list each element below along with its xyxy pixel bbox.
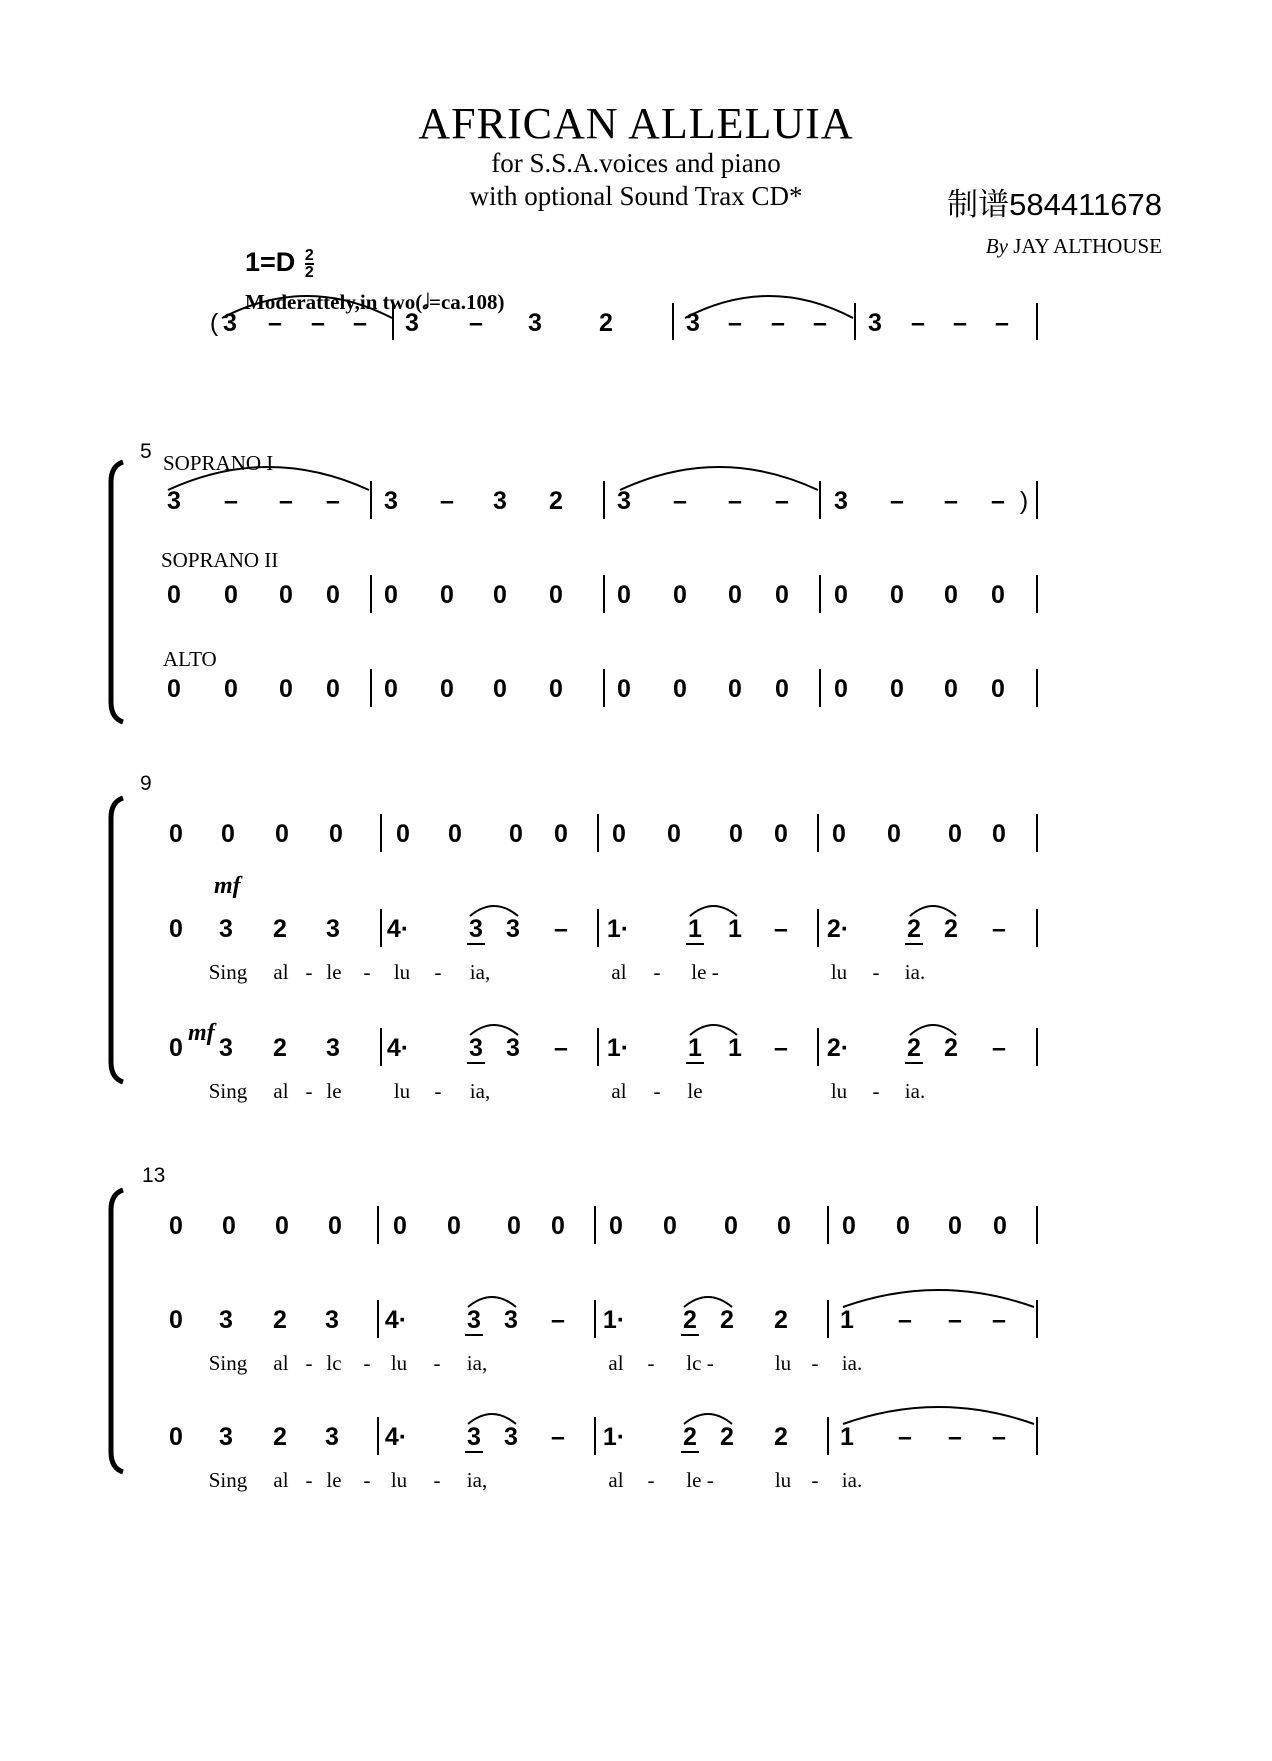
lyric-syllable: Sing — [208, 1079, 248, 1103]
rest-note: 0 — [329, 820, 343, 848]
rest-note: 0 — [279, 675, 293, 703]
system-bracket — [111, 1190, 123, 1472]
note: 1· — [602, 1306, 626, 1334]
dash-extension: – — [992, 1306, 1006, 1334]
open-parenthesis: ( — [209, 309, 219, 337]
lyric-syllable: al — [608, 1468, 624, 1492]
rest-note: 0 — [775, 675, 789, 703]
lyric-syllable: ia, — [466, 1351, 488, 1375]
rest-note: 0 — [612, 820, 626, 848]
dash-extension: – — [890, 487, 904, 515]
rest-note: 0 — [944, 581, 958, 609]
note: 3 — [506, 1034, 520, 1062]
dash-extension: – — [311, 309, 325, 337]
note: 3 — [325, 1423, 339, 1451]
note: 3 — [405, 309, 419, 337]
note: 4· — [384, 1306, 408, 1334]
lyric-syllable: ia. — [841, 1468, 863, 1492]
lyric-syllable: le - — [691, 960, 719, 984]
dash-extension: – — [554, 915, 568, 943]
score-subtitle-voicing: for S.S.A.voices and piano — [491, 148, 781, 178]
dynamic-mf: mf — [214, 873, 241, 899]
lyric-syllable: - — [363, 1468, 371, 1492]
rest-note: 0 — [222, 1212, 236, 1240]
dash-extension: – — [268, 309, 282, 337]
lyric-syllable: - — [433, 1351, 441, 1375]
note: 2 — [683, 1423, 697, 1451]
note: 1· — [602, 1423, 626, 1451]
rest-note: 0 — [326, 581, 340, 609]
rest-note: 0 — [991, 581, 1005, 609]
lyric-syllable: al — [273, 1079, 289, 1103]
dash-extension: – — [992, 1423, 1006, 1451]
rest-note: 0 — [729, 820, 743, 848]
rest-note: 0 — [493, 581, 507, 609]
dash-extension: – — [771, 309, 785, 337]
measure-number: 5 — [140, 440, 152, 463]
note: 1 — [728, 915, 742, 943]
lyric-syllable: - — [305, 960, 313, 984]
rest-note: 0 — [992, 820, 1006, 848]
rest-note: 0 — [169, 1212, 183, 1240]
note: 1 — [688, 915, 702, 943]
note: 3 — [219, 1306, 233, 1334]
lyric-syllable: al — [611, 960, 627, 984]
voice-label: SOPRANO II — [161, 548, 279, 572]
note: 1 — [840, 1423, 854, 1451]
note: 3 — [469, 1034, 483, 1062]
dash-extension: – — [995, 309, 1009, 337]
rest-note: 0 — [896, 1212, 910, 1240]
slur — [843, 1407, 1034, 1424]
slur — [843, 1290, 1034, 1307]
rest-note: 0 — [617, 675, 631, 703]
note: 2 — [907, 1034, 921, 1062]
note: 3 — [467, 1423, 481, 1451]
rest-note: 0 — [448, 820, 462, 848]
lyric-syllable: lu — [393, 960, 411, 984]
rest-note: 0 — [728, 675, 742, 703]
lyric-syllable: le — [326, 1079, 342, 1103]
note: 3 — [617, 487, 631, 515]
rest-note: 0 — [728, 581, 742, 609]
lyric-syllable: le — [326, 960, 342, 984]
dash-extension: – — [224, 487, 238, 515]
lyric-syllable: lu — [390, 1351, 408, 1375]
rest-note: 0 — [167, 581, 181, 609]
dash-extension: – — [911, 309, 925, 337]
note: 3 — [219, 1423, 233, 1451]
rest-note: 0 — [549, 675, 563, 703]
lyric-syllable: ia, — [466, 1468, 488, 1492]
measure-number: 9 — [140, 772, 152, 795]
rest-note: 0 — [948, 820, 962, 848]
rest-note: 0 — [890, 675, 904, 703]
note: 4· — [386, 915, 410, 943]
dash-extension: – — [326, 487, 340, 515]
note: 2 — [273, 1423, 287, 1451]
dash-extension: – — [944, 487, 958, 515]
note: 3 — [528, 309, 542, 337]
voice-label: ALTO — [163, 647, 217, 671]
lyric-syllable: - — [363, 1351, 371, 1375]
lyric-syllable: - — [433, 1468, 441, 1492]
rest-note: 0 — [832, 820, 846, 848]
transcriber-credit: 制谱584411678 — [947, 187, 1162, 222]
rest-note: 0 — [169, 915, 183, 943]
rest-note: 0 — [617, 581, 631, 609]
dash-extension: – — [948, 1306, 962, 1334]
note: 3 — [325, 1306, 339, 1334]
note: 2 — [273, 1306, 287, 1334]
lyric-syllable: Sing — [208, 1468, 248, 1492]
rest-note: 0 — [834, 675, 848, 703]
composer-name: JAY ALTHOUSE — [1013, 234, 1162, 258]
note: 3 — [467, 1306, 481, 1334]
rest-note: 0 — [673, 581, 687, 609]
close-parenthesis: ) — [1019, 487, 1029, 515]
rest-note: 0 — [609, 1212, 623, 1240]
rest-note: 0 — [948, 1212, 962, 1240]
lyric-syllable: Sing — [208, 960, 248, 984]
note: 1· — [606, 1034, 630, 1062]
rest-note: 0 — [393, 1212, 407, 1240]
lyric-syllable: lc — [326, 1351, 342, 1375]
note: 3 — [493, 487, 507, 515]
slur — [685, 296, 853, 318]
rest-note: 0 — [724, 1212, 738, 1240]
dash-extension: – — [898, 1423, 912, 1451]
time-signature-denominator: 2 — [304, 263, 314, 281]
key-label: 1=D — [245, 247, 296, 277]
lyric-syllable: ia. — [841, 1351, 863, 1375]
dash-extension: – — [991, 487, 1005, 515]
rest-note: 0 — [328, 1212, 342, 1240]
rest-note: 0 — [507, 1212, 521, 1240]
lyric-syllable: - — [872, 960, 880, 984]
note: 3 — [504, 1423, 518, 1451]
note: 4· — [386, 1034, 410, 1062]
note: 1 — [728, 1034, 742, 1062]
note: 3 — [223, 309, 237, 337]
rest-note: 0 — [834, 581, 848, 609]
lyric-syllable: ia. — [904, 1079, 926, 1103]
lyric-syllable: le - — [686, 1468, 714, 1492]
rest-note: 0 — [663, 1212, 677, 1240]
note: 2 — [774, 1423, 788, 1451]
dash-extension: – — [440, 487, 454, 515]
rest-note: 0 — [169, 1423, 183, 1451]
rest-note: 0 — [887, 820, 901, 848]
dash-extension: – — [551, 1423, 565, 1451]
note: 3 — [506, 915, 520, 943]
note: 3 — [834, 487, 848, 515]
dash-extension: – — [279, 487, 293, 515]
rest-note: 0 — [549, 581, 563, 609]
system-bracket — [111, 462, 123, 722]
note: 3 — [504, 1306, 518, 1334]
dash-extension: – — [728, 309, 742, 337]
lyric-syllable: ia. — [904, 960, 926, 984]
lyric-syllable: - — [305, 1351, 313, 1375]
dash-extension: – — [728, 487, 742, 515]
dash-extension: – — [551, 1306, 565, 1334]
rest-note: 0 — [279, 581, 293, 609]
dash-extension: – — [953, 309, 967, 337]
note: 3 — [167, 487, 181, 515]
note: 3 — [219, 915, 233, 943]
note: 2 — [720, 1306, 734, 1334]
note: 1 — [840, 1306, 854, 1334]
rest-note: 0 — [224, 675, 238, 703]
dash-extension: – — [353, 309, 367, 337]
system-bracket — [111, 798, 123, 1082]
lyric-syllable: le — [687, 1079, 703, 1103]
rest-note: 0 — [775, 581, 789, 609]
rest-note: 0 — [493, 675, 507, 703]
rest-note: 0 — [944, 675, 958, 703]
rest-note: 0 — [447, 1212, 461, 1240]
note: 3 — [326, 915, 340, 943]
rest-note: 0 — [993, 1212, 1007, 1240]
lyric-syllable: lu — [393, 1079, 411, 1103]
lyric-syllable: al — [273, 1351, 289, 1375]
rest-note: 0 — [551, 1212, 565, 1240]
dash-extension: – — [554, 1034, 568, 1062]
rest-note: 0 — [275, 1212, 289, 1240]
dash-extension: – — [673, 487, 687, 515]
lyric-syllable: - — [872, 1079, 880, 1103]
lyric-syllable: - — [363, 960, 371, 984]
note: 2· — [826, 1034, 850, 1062]
time-signature-numerator: 2 — [304, 246, 314, 264]
note: 1 — [688, 1034, 702, 1062]
note: 4· — [384, 1423, 408, 1451]
lyric-syllable: - — [305, 1079, 313, 1103]
rest-note: 0 — [673, 675, 687, 703]
dash-extension: – — [813, 309, 827, 337]
rest-note: 0 — [667, 820, 681, 848]
lyric-syllable: al — [273, 1468, 289, 1492]
rest-note: 0 — [991, 675, 1005, 703]
note: 2 — [273, 915, 287, 943]
note: 1· — [606, 915, 630, 943]
rest-note: 0 — [440, 675, 454, 703]
dash-extension: – — [992, 1034, 1006, 1062]
rest-note: 0 — [554, 820, 568, 848]
rest-note: 0 — [169, 1034, 183, 1062]
note: 2 — [683, 1306, 697, 1334]
dash-extension: – — [948, 1423, 962, 1451]
lyric-syllable: lu — [390, 1468, 408, 1492]
note: 2· — [826, 915, 850, 943]
lyric-syllable: lu — [774, 1351, 792, 1375]
dash-extension: – — [774, 915, 788, 943]
lyric-syllable: - — [653, 1079, 661, 1103]
dash-extension: – — [469, 309, 483, 337]
rest-note: 0 — [169, 1306, 183, 1334]
measure-number: 13 — [142, 1164, 166, 1187]
dynamic-mf: mf — [188, 1020, 215, 1046]
lyric-syllable: al — [608, 1351, 624, 1375]
note: 2 — [599, 309, 613, 337]
lyric-syllable: lc - — [686, 1351, 714, 1375]
lyric-syllable: al — [611, 1079, 627, 1103]
dash-extension: – — [774, 1034, 788, 1062]
note: 2 — [720, 1423, 734, 1451]
lyric-syllable: lu — [774, 1468, 792, 1492]
tempo-metronome: 𝅗𝅥=ca.108) — [422, 290, 505, 314]
lyric-syllable: al — [273, 960, 289, 984]
rest-note: 0 — [224, 581, 238, 609]
note: 2 — [944, 1034, 958, 1062]
note: 3 — [469, 915, 483, 943]
dash-extension: – — [775, 487, 789, 515]
dash-extension: – — [992, 915, 1006, 943]
note: 3 — [219, 1034, 233, 1062]
rest-note: 0 — [777, 1212, 791, 1240]
note: 3 — [686, 309, 700, 337]
lyric-syllable: - — [647, 1351, 655, 1375]
note: 2 — [774, 1306, 788, 1334]
lyric-syllable: - — [434, 1079, 442, 1103]
rest-note: 0 — [167, 675, 181, 703]
rest-note: 0 — [384, 675, 398, 703]
rest-note: 0 — [396, 820, 410, 848]
rest-note: 0 — [326, 675, 340, 703]
lyric-syllable: Sing — [208, 1351, 248, 1375]
note: 2 — [944, 915, 958, 943]
dash-extension: – — [898, 1306, 912, 1334]
note: 2 — [549, 487, 563, 515]
note: 3 — [384, 487, 398, 515]
lyric-syllable: ia, — [469, 1079, 491, 1103]
score-subtitle-cd: with optional Sound Trax CD* — [469, 181, 803, 211]
rest-note: 0 — [169, 820, 183, 848]
composer-prefix: By — [985, 234, 1008, 258]
rest-note: 0 — [221, 820, 235, 848]
lyric-syllable: - — [811, 1468, 819, 1492]
lyric-syllable: - — [647, 1468, 655, 1492]
rest-note: 0 — [384, 581, 398, 609]
rest-note: 0 — [774, 820, 788, 848]
tempo-text: Moderattely,in two( — [245, 290, 423, 314]
lyric-syllable: - — [434, 960, 442, 984]
lyric-syllable: lu — [830, 960, 848, 984]
note: 2 — [907, 915, 921, 943]
note: 2 — [273, 1034, 287, 1062]
score-title: AFRICAN ALLELUIA — [418, 99, 854, 148]
rest-note: 0 — [842, 1212, 856, 1240]
lyric-syllable: - — [653, 960, 661, 984]
lyric-syllable: - — [811, 1351, 819, 1375]
rest-note: 0 — [890, 581, 904, 609]
lyric-syllable: lu — [830, 1079, 848, 1103]
rest-note: 0 — [440, 581, 454, 609]
note: 3 — [868, 309, 882, 337]
lyric-syllable: - — [305, 1468, 313, 1492]
rest-note: 0 — [509, 820, 523, 848]
note: 3 — [326, 1034, 340, 1062]
lyric-syllable: le — [326, 1468, 342, 1492]
rest-note: 0 — [275, 820, 289, 848]
lyric-syllable: ia, — [469, 960, 491, 984]
voice-label: SOPRANO I — [163, 451, 274, 475]
